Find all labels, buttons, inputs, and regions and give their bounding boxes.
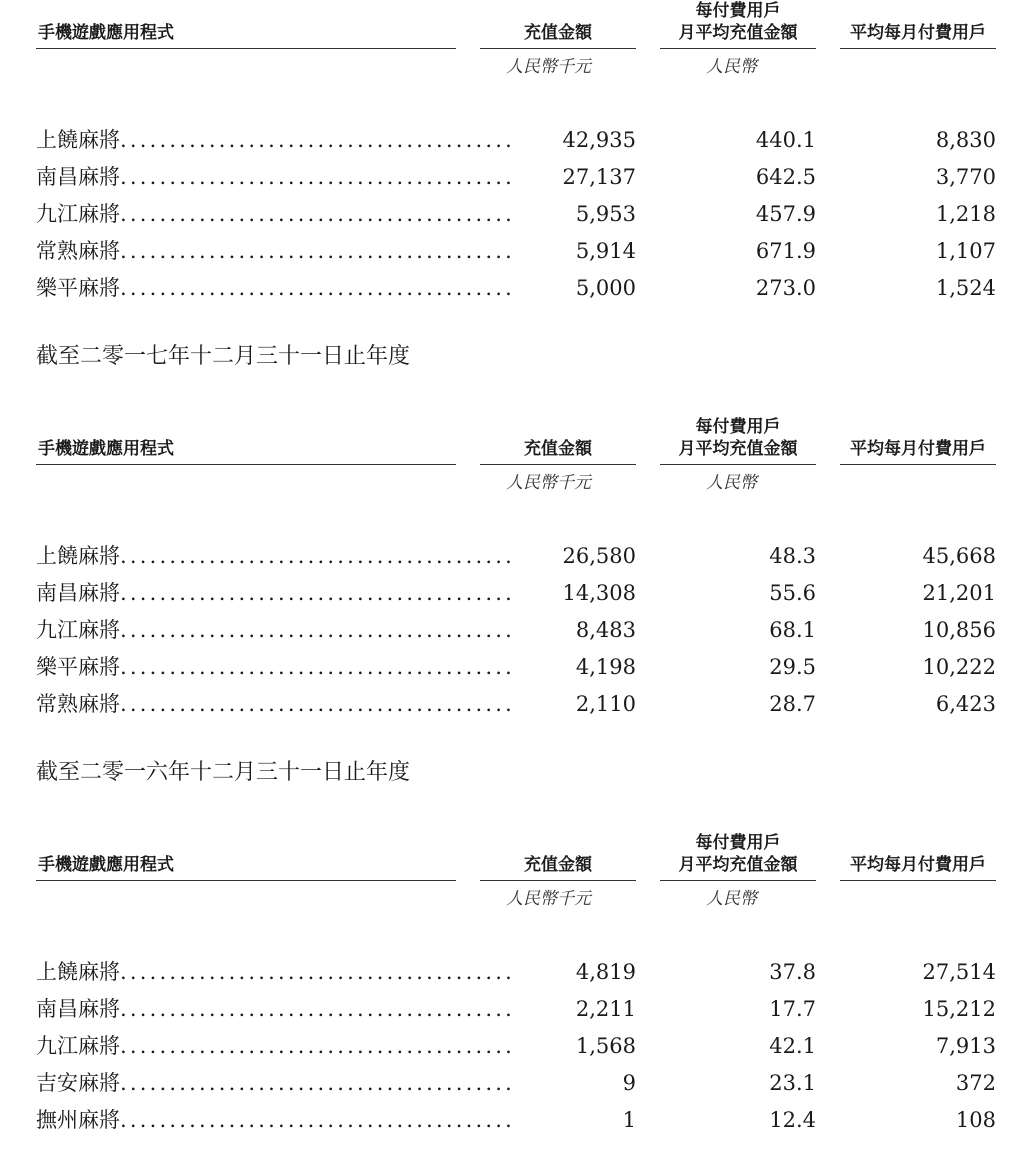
cell-amount: 9	[622, 1071, 636, 1095]
cell-mpu: 1,524	[935, 276, 996, 300]
cell-arppu: 440.1	[755, 128, 816, 152]
dot-leader: ........................................	[120, 276, 516, 300]
table-row	[0, 994, 1032, 1031]
cell-arppu: 273.0	[755, 276, 816, 300]
app-name-text: 九江麻將	[36, 202, 120, 226]
cell-arppu: 28.7	[769, 692, 816, 716]
column-header-arppu-line2: 月平均充值金額	[678, 855, 798, 875]
header-rule	[660, 880, 816, 881]
header-rule	[480, 464, 636, 465]
cell-mpu: 10,856	[922, 618, 996, 642]
cell-mpu: 21,201	[922, 581, 996, 605]
column-header-arppu	[660, 832, 816, 876]
app-name-text: 南昌麻將	[36, 165, 120, 189]
cell-amount: 14,308	[562, 581, 636, 605]
column-header-amount: 充值金額	[524, 439, 592, 459]
dot-leader: ........................................	[120, 655, 516, 679]
cell-arppu: 48.3	[769, 544, 816, 568]
dot-leader: ........................................	[120, 128, 516, 152]
header-rule	[660, 464, 816, 465]
period-caption-2016: 截至二零一六年十二月三十一日止年度	[36, 760, 411, 785]
app-name-text: 樂平麻將	[36, 655, 120, 679]
column-header-arppu-line2: 月平均充值金額	[678, 439, 798, 459]
header-rule	[660, 48, 816, 49]
header-rule	[480, 880, 636, 881]
app-name-text: 常熟麻將	[36, 692, 120, 716]
app-name-text: 上饒麻將	[36, 960, 120, 984]
cell-amount: 5,953	[575, 202, 636, 226]
app-name-text: 撫州麻將	[36, 1108, 120, 1132]
cell-amount: 4,819	[575, 960, 636, 984]
cell-arppu: 457.9	[755, 202, 816, 226]
cell-arppu: 671.9	[755, 239, 816, 263]
cell-mpu: 1,107	[935, 239, 996, 263]
cell-mpu: 27,514	[922, 960, 996, 984]
dot-leader: ........................................	[120, 997, 516, 1021]
table-row	[0, 125, 1032, 162]
column-header-arppu-line1: 每付費用戶	[695, 833, 781, 853]
dot-leader: ........................................	[120, 1034, 516, 1058]
cell-mpu: 8,830	[935, 128, 996, 152]
row-app-name	[36, 1031, 516, 1061]
cell-arppu: 68.1	[769, 618, 816, 642]
table-row	[0, 652, 1032, 689]
cell-amount: 42,935	[562, 128, 636, 152]
cell-amount: 2,211	[575, 997, 636, 1021]
app-name-text: 樂平麻將	[36, 276, 120, 300]
app-name-text: 常熟麻將	[36, 239, 120, 263]
dot-leader: ........................................	[120, 581, 516, 605]
cell-mpu: 10,222	[922, 655, 996, 679]
row-app-name	[36, 199, 516, 229]
table-row	[0, 615, 1032, 652]
table-row	[0, 541, 1032, 578]
dot-leader: ........................................	[120, 165, 516, 189]
dot-leader: ........................................	[120, 1071, 516, 1095]
row-app-name	[36, 689, 516, 719]
cell-mpu: 108	[955, 1108, 996, 1132]
cell-amount: 26,580	[562, 544, 636, 568]
header-rule	[36, 880, 456, 881]
row-app-name	[36, 236, 516, 266]
column-header-arppu-line2: 月平均充值金額	[678, 23, 798, 43]
column-header-mpu: 平均每月付費用戶	[850, 439, 986, 459]
dot-leader: ........................................	[120, 692, 516, 716]
unit-label-amount: 人民幣千元	[506, 473, 591, 493]
cell-arppu: 23.1	[769, 1071, 816, 1095]
table-row	[0, 578, 1032, 615]
header-rule	[36, 48, 456, 49]
column-header-app: 手機遊戲應用程式	[38, 855, 174, 875]
header-rule	[840, 464, 996, 465]
table-row	[0, 1105, 1032, 1142]
cell-arppu: 12.4	[769, 1108, 816, 1132]
row-app-name	[36, 652, 516, 682]
dot-leader: ........................................	[120, 544, 516, 568]
table-row	[0, 162, 1032, 199]
column-header-app: 手機遊戲應用程式	[38, 439, 174, 459]
row-app-name	[36, 125, 516, 155]
column-header-arppu-line1: 每付費用戶	[695, 417, 781, 437]
cell-mpu: 6,423	[935, 692, 996, 716]
header-rule	[480, 48, 636, 49]
row-app-name	[36, 578, 516, 608]
column-header-amount: 充值金額	[524, 855, 592, 875]
header-rule	[840, 48, 996, 49]
cell-amount: 1	[622, 1108, 636, 1132]
row-app-name	[36, 957, 516, 987]
row-app-name	[36, 994, 516, 1024]
cell-amount: 5,914	[575, 239, 636, 263]
row-app-name	[36, 615, 516, 645]
app-name-text: 南昌麻將	[36, 581, 120, 605]
column-header-app: 手機遊戲應用程式	[38, 23, 174, 43]
cell-mpu: 15,212	[922, 997, 996, 1021]
dot-leader: ........................................	[120, 202, 516, 226]
table-row	[0, 957, 1032, 994]
app-name-text: 南昌麻將	[36, 997, 120, 1021]
cell-mpu: 7,913	[935, 1034, 996, 1058]
header-rule	[36, 464, 456, 465]
table-row	[0, 689, 1032, 726]
table-row	[0, 236, 1032, 273]
table-row	[0, 1031, 1032, 1068]
app-name-text: 上饒麻將	[36, 128, 120, 152]
cell-mpu: 372	[955, 1071, 996, 1095]
row-app-name	[36, 1105, 516, 1135]
row-app-name	[36, 162, 516, 192]
cell-mpu: 3,770	[935, 165, 996, 189]
cell-arppu: 642.5	[755, 165, 816, 189]
unit-label-amount: 人民幣千元	[506, 57, 591, 77]
dot-leader: ........................................	[120, 239, 516, 263]
unit-label-arppu: 人民幣	[706, 889, 757, 909]
dot-leader: ........................................	[120, 1108, 516, 1132]
cell-arppu: 55.6	[769, 581, 816, 605]
cell-amount: 2,110	[575, 692, 636, 716]
cell-mpu: 1,218	[935, 202, 996, 226]
column-header-mpu: 平均每月付費用戶	[850, 855, 986, 875]
app-name-text: 九江麻將	[36, 1034, 120, 1058]
app-name-text: 上饒麻將	[36, 544, 120, 568]
unit-label-amount: 人民幣千元	[506, 889, 591, 909]
column-header-arppu	[660, 416, 816, 460]
column-header-arppu-line1: 每付費用戶	[695, 1, 781, 21]
cell-amount: 4,198	[575, 655, 636, 679]
header-rule	[840, 880, 996, 881]
cell-arppu: 17.7	[769, 997, 816, 1021]
cell-amount: 27,137	[562, 165, 636, 189]
table-row	[0, 199, 1032, 236]
app-name-text: 吉安麻將	[36, 1071, 120, 1095]
row-app-name	[36, 1068, 516, 1098]
dot-leader: ........................................	[120, 618, 516, 642]
cell-arppu: 37.8	[769, 960, 816, 984]
period-caption-2017: 截至二零一七年十二月三十一日止年度	[36, 344, 411, 369]
row-app-name	[36, 541, 516, 571]
column-header-mpu: 平均每月付費用戶	[850, 23, 986, 43]
cell-mpu: 45,668	[922, 544, 996, 568]
column-header-amount: 充值金額	[524, 23, 592, 43]
dot-leader: ........................................	[120, 960, 516, 984]
cell-amount: 5,000	[575, 276, 636, 300]
table-row	[0, 1068, 1032, 1105]
cell-amount: 1,568	[575, 1034, 636, 1058]
row-app-name	[36, 273, 516, 303]
unit-label-arppu: 人民幣	[706, 473, 757, 493]
table-row	[0, 273, 1032, 310]
cell-arppu: 29.5	[769, 655, 816, 679]
cell-amount: 8,483	[575, 618, 636, 642]
app-name-text: 九江麻將	[36, 618, 120, 642]
column-header-arppu	[660, 0, 816, 44]
unit-label-arppu: 人民幣	[706, 57, 757, 77]
cell-arppu: 42.1	[769, 1034, 816, 1058]
